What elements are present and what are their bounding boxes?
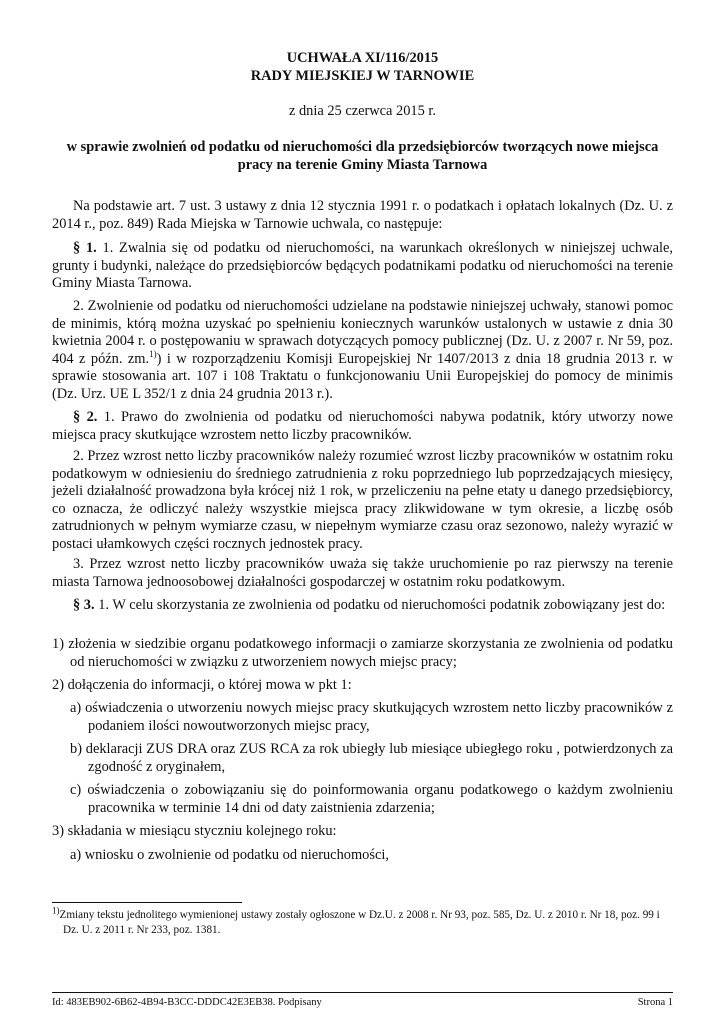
preamble: Na podstawie art. 7 ust. 3 ustawy z dnia 12 stycznia 1991 r. o podatkach i opłatach lokalnych (Dz. U. z 2014 r., poz. 849) Rada Miejska w Tarnowie uchwala, co następuje: xyxy=(52,198,673,232)
section-1-marker: § 1. xyxy=(73,240,97,256)
section-2-paragraph-1-text: 1. Prawo do zwolnienia od podatku od nieruchomości nabywa podatnik, który utworzy nowe miejsca pracy skutkujące wzrostem netto liczby pracowników. xyxy=(52,409,673,443)
section-3-paragraph-1-text: 1. W celu skorzystania ze zwolnienia od podatku od nieruchomości podatnik zobowiązany jest do: xyxy=(94,597,666,613)
title-line-1: UCHWAŁA XI/116/2015 xyxy=(286,50,439,66)
page-number: Strona 1 xyxy=(637,997,673,1008)
section-1-paragraph-2-text-b: ) i w rozporządzeniu Komisji Europejskiej Nr 1407/2013 z dnia 18 grudnia 2013 r. w sprawie stosowania art. 107 i 108 Traktatu o funkcjonowaniu Unii Europejskiej do pomocy de minimis (Dz. Urz. UE L 352/1 z dnia 24 grudnia 2013 r.). xyxy=(52,350,673,402)
section-2-paragraph-1 xyxy=(52,409,673,444)
list-item-3: 3) składania w miesiącu styczniu kolejnego roku: xyxy=(52,823,337,839)
section-2-paragraph-2: 2. Przez wzrost netto liczby pracowników należy rozumieć wzrost liczby pracowników w ostatnim roku podatkowym w odniesieniu do średniego zatrudnienia z roku poprzedniego lub poprzedzających miesięcy, jeżeli działalność prowadzona była krócej niż 1 rok, w przeliczeniu na pełne etaty u danego przedsiębiorcy, co oznacza, że odliczyć należy wszystkie miejsca pracy zlikwidowane w tym okresie, a liczbę osób zatrudnionych w pełnym wymiarze czasu, w niepełnym wymiarze czasu oraz sezonowo, należy wyrazić w postaci ułamkowych części rocznych jednostek pracy. xyxy=(52,448,673,552)
list-item-2: 2) dołączenia do informacji, o której mowa w pkt 1: xyxy=(52,677,352,693)
section-2-paragraph-3: 3. Przez wzrost netto liczby pracowników uważa się także uruchomienie po raz pierwszy na terenie miasta Tarnowa jednoosobowej działalności gospodarczej w ostatnim roku podatkowym. xyxy=(52,556,673,590)
footnote-text: Zmiany tekstu jednolitego wymienionej ustawy zostały ogłoszone w Dz.U. z 2008 r. Nr 93, poz. 585, Dz. U. z 2010 r. Nr 18, poz. 99 i Dz. U. z 2011 r. Nr 233, poz. 1381. xyxy=(59,909,660,936)
footer-divider xyxy=(52,992,673,993)
section-1-paragraph-2 xyxy=(52,298,673,404)
section-3-marker: § 3. xyxy=(73,597,95,613)
list-item-3a: a) wniosku o zwolnienie od podatku od nieruchomości, xyxy=(70,847,389,863)
list-item-2a: a) oświadczenia o utworzeniu nowych miejsc pracy skutkujących wzrostem netto liczby pracowników z podaniem ilości nowoutworzonych miejsc pracy, xyxy=(70,700,673,734)
resolution-subject: w sprawie zwolnień od podatku od nieruchomości dla przedsiębiorców tworzących nowe miejsca pracy na terenie Gminy Miasta Tarnowa xyxy=(66,139,659,173)
section-1-paragraph-2-text-a: 2. Zwolnienie od podatku od nieruchomości udzielane na podstawie niniejszej uchwały, stanowi pomoc de minimis, którą można uzyskać po spełnieniu koniecznych warunków ustalonych w ustawie z dnia 30 kwietnia 2004 r. o postępowaniu w sprawach dotyczących pomocy publicznej (Dz. U. z 2007 r. Nr 59, poz. 404 z późn. zm. xyxy=(52,298,673,367)
list-item-2c: c) oświadczenia o zobowiązaniu się do poinformowania organu podatkowego o każdym zwolnieniu pracownika w terminie 14 dni od daty zaistnienia zdarzenia; xyxy=(70,782,673,816)
title-line-2: RADY MIEJSKIEJ W TARNOWIE xyxy=(250,67,475,84)
document-id: Id: 483EB902-6B62-4B94-B3CC-DDDC42E3EB38. Podpisany xyxy=(52,997,322,1008)
resolution-title xyxy=(52,50,673,85)
footnote-divider xyxy=(52,902,242,903)
section-1-paragraph-1 xyxy=(52,240,673,293)
list-item-2b: b) deklaracji ZUS DRA oraz ZUS RCA za rok ubiegły lub miesiące ubiegłego roku , potwierdzonych za zgodność z oryginałem, xyxy=(70,741,673,775)
footnote xyxy=(52,905,673,937)
resolution-date: z dnia 25 czerwca 2015 r. xyxy=(288,103,437,119)
footnote-marker: 1) xyxy=(52,905,60,916)
list-item-1: 1) złożenia w siedzibie organu podatkowego informacji o zamiarze skorzystania ze zwolnienia od podatku od nieruchomości w związku z utworzeniem nowych miejsc pracy; xyxy=(52,636,673,670)
footnote-reference: 1) xyxy=(149,348,157,359)
section-2-marker: § 2. xyxy=(73,409,98,425)
section-3-paragraph-1 xyxy=(52,597,673,615)
section-1-paragraph-1-text: 1. Zwalnia się od podatku od nieruchomości, na warunkach określonych w niniejszej uchwale, grunty i budynki, należące do przedsiębiorców będących podatnikami podatku od nieruchomości na terenie Gminy Miasta Tarnowa. xyxy=(52,240,673,292)
